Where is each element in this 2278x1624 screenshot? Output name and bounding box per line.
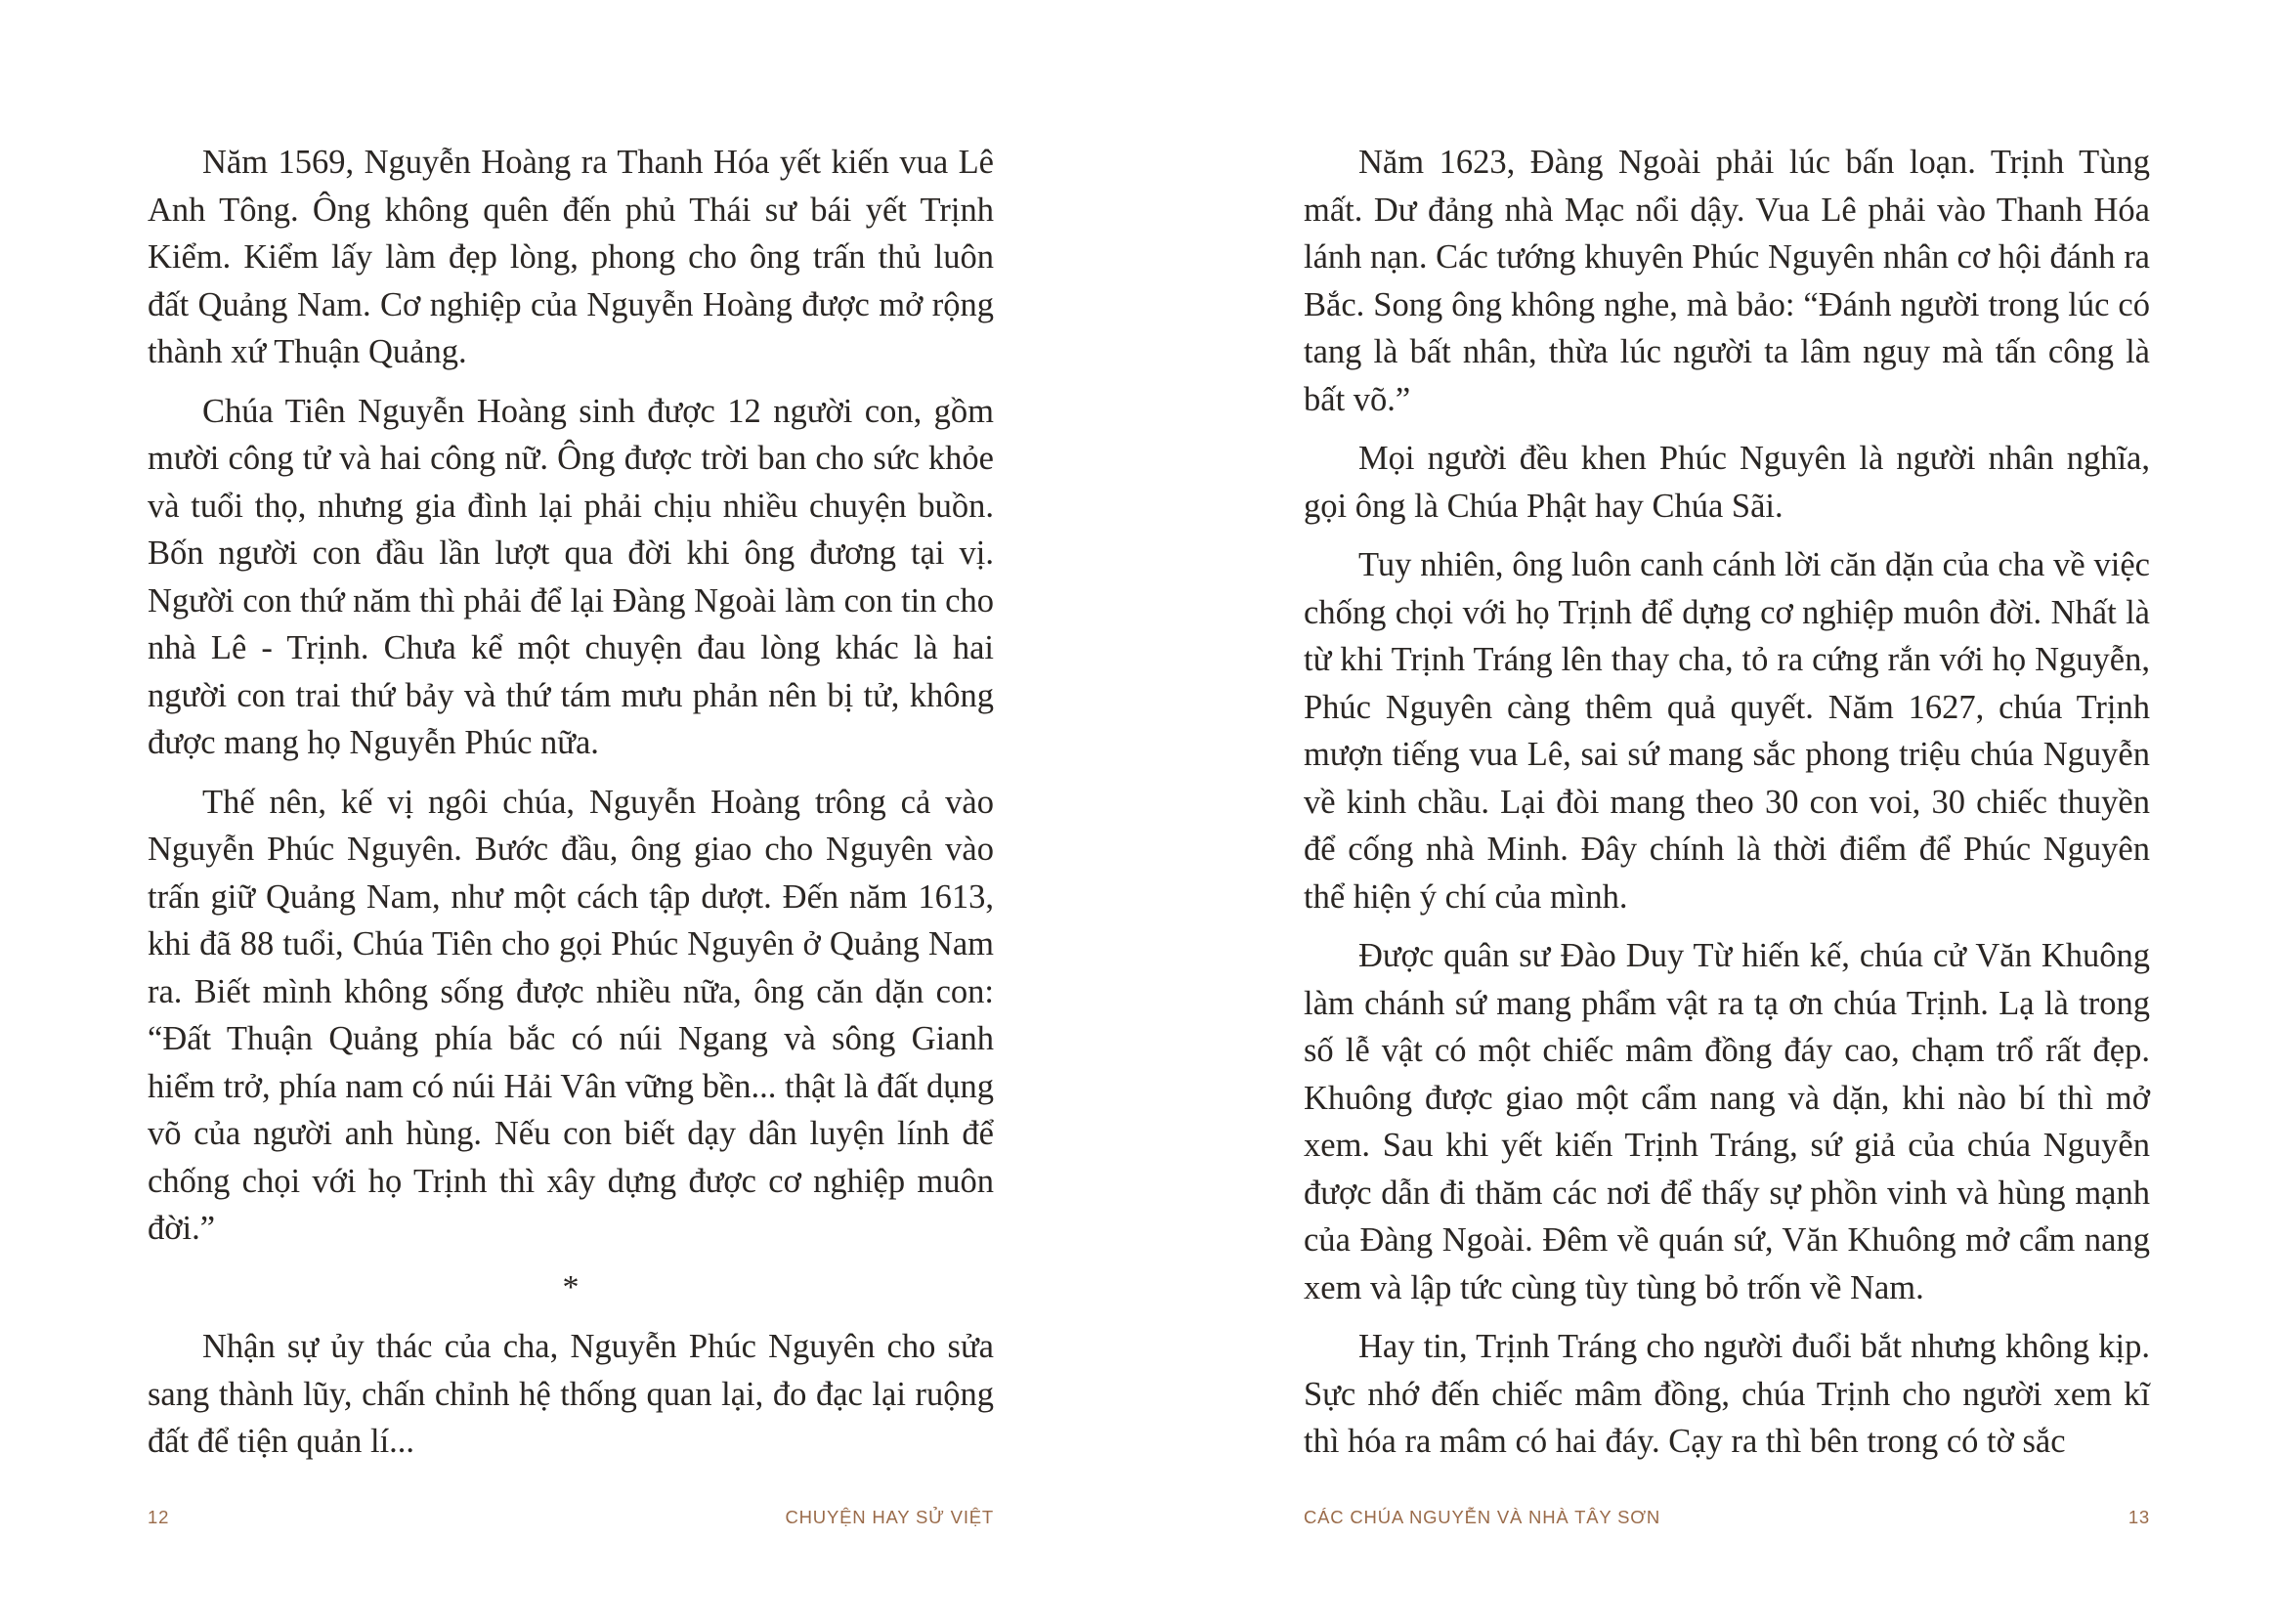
paragraph: Năm 1623, Đàng Ngoài phải lúc bấn loạn. Trịnh Tùng mất. Dư đảng nhà Mạc nổi dậy. Vua Lê phải vào Thanh Hóa lánh nạn. Các tướng khuyên Phúc Nguyên nhân cơ hội đánh ra Bắc. Song ông không nghe, mà bảo: “Đánh người trong lúc có tang là bất nhân, thừa lúc người ta lâm nguy mà tấn công là bất võ.” <box>1304 144 2150 418</box>
paragraph: Năm 1569, Nguyễn Hoàng ra Thanh Hóa yết kiến vua Lê Anh Tông. Ông không quên đến phủ Thái sư bái yết Trịnh Kiểm. Kiểm lấy làm đẹp lòng, phong cho ông trấn thủ luôn đất Quảng Nam. Cơ nghiệp của Nguyễn Hoàng được mở rộng thành xứ Thuận Quảng. <box>148 144 994 370</box>
paragraph: Được quân sư Đào Duy Từ hiến kế, chúa cử Văn Khuông làm chánh sứ mang phẩm vật ra tạ ơn chúa Trịnh. Lạ là trong số lễ vật có một chiếc mâm đồng đáy cao, chạm trổ rất đẹp. Khuông được giao một cẩm nang và dặn, khi nào bí thì mở xem. Sau khi yết kiến Trịnh Tráng, sứ giả của chúa Nguyễn được dẫn đi thăm các nơi để thấy sự phồn vinh và hùng mạnh của Đàng Ngoài. Đêm về quán sứ, Văn Khuông mở cẩm nang xem và lập tức cùng tùy tùng bỏ trốn về Nam. <box>1304 937 2150 1306</box>
paragraph: Mọi người đều khen Phúc Nguyên là người nhân nghĩa, gọi ông là Chúa Phật hay Chúa Sãi. <box>1304 440 2150 525</box>
paragraph: Nhận sự ủy thác của cha, Nguyễn Phúc Nguyên cho sửa sang thành lũy, chấn chỉnh hệ thống quan lại, đo đạc lại ruộng đất để tiện quản lí... <box>148 1328 994 1460</box>
paragraph: Chúa Tiên Nguyễn Hoàng sinh được 12 người con, gồm mười công tử và hai công nữ. Ông được trời ban cho sức khỏe và tuổi thọ, nhưng gia đình lại phải chịu nhiều chuyện buồn. Bốn người con đầu lần lượt qua đời khi ông đương tại vị. Người con thứ năm thì phải để lại Đàng Ngoài làm con tin cho nhà Lê - Trịnh. Chưa kể một chuyện đau lòng khác là hai người con trai thứ bảy và thứ tám mưu phản nên bị tử, không được mang họ Nguyễn Phúc nữa. <box>148 392 994 761</box>
paragraph: Tuy nhiên, ông luôn canh cánh lời căn dặn của cha về việc chống chọi với họ Trịnh để dựng cơ nghiệp muôn đời. Nhất là từ khi Trịnh Tráng lên thay cha, tỏ ra cứng rắn với họ Nguyễn, Phúc Nguyên càng thêm quả quyết. Năm 1627, chúa Trịnh mượn tiếng vua Lê, sai sứ mang sắc phong triệu chúa Nguyễn về kinh chầu. Lại đòi mang theo 30 con voi, 30 chiếc thuyền để cống nhà Minh. Đây chính là thời điểm để Phúc Nguyên thể hiện ý chí của mình. <box>1304 546 2150 916</box>
left-page-text <box>148 139 994 1477</box>
page-number: 13 <box>2128 1507 2150 1527</box>
right-page <box>1139 0 2278 1624</box>
page-number: 12 <box>148 1507 170 1527</box>
running-title: CÁC CHÚA NGUYỄN VÀ NHÀ TÂY SƠN <box>1304 1507 1661 1527</box>
right-page-text <box>1304 139 2150 1477</box>
section-separator: * <box>562 1268 580 1305</box>
paragraph: Hay tin, Trịnh Tráng cho người đuổi bắt nhưng không kịp. Sực nhớ đến chiếc mâm đồng, chúa Trịnh cho người xem kĩ thì hóa ra mâm có hai đáy. Cạy ra thì bên trong có tờ sắc <box>1304 1328 2150 1460</box>
running-title: CHUYỆN HAY SỬ VIỆT <box>785 1507 994 1527</box>
paragraph: Thế nên, kế vị ngôi chúa, Nguyễn Hoàng trông cả vào Nguyễn Phúc Nguyên. Bước đầu, ông giao cho Nguyên vào trấn giữ Quảng Nam, như một cách tập dượt. Đến năm 1613, khi đã 88 tuổi, Chúa Tiên cho gọi Phúc Nguyên ở Quảng Nam ra. Biết mình không sống được nhiều nữa, ông căn dặn con: “Đất Thuận Quảng phía bắc có núi Ngang và sông Gianh hiểm trở, phía nam có núi Hải Vân vững bền... thật là đất dụng võ của người anh hùng. Nếu con biết dạy dân luyện lính để chống chọi với họ Trịnh thì xây dựng được cơ nghiệp muôn đời.” <box>148 783 994 1247</box>
